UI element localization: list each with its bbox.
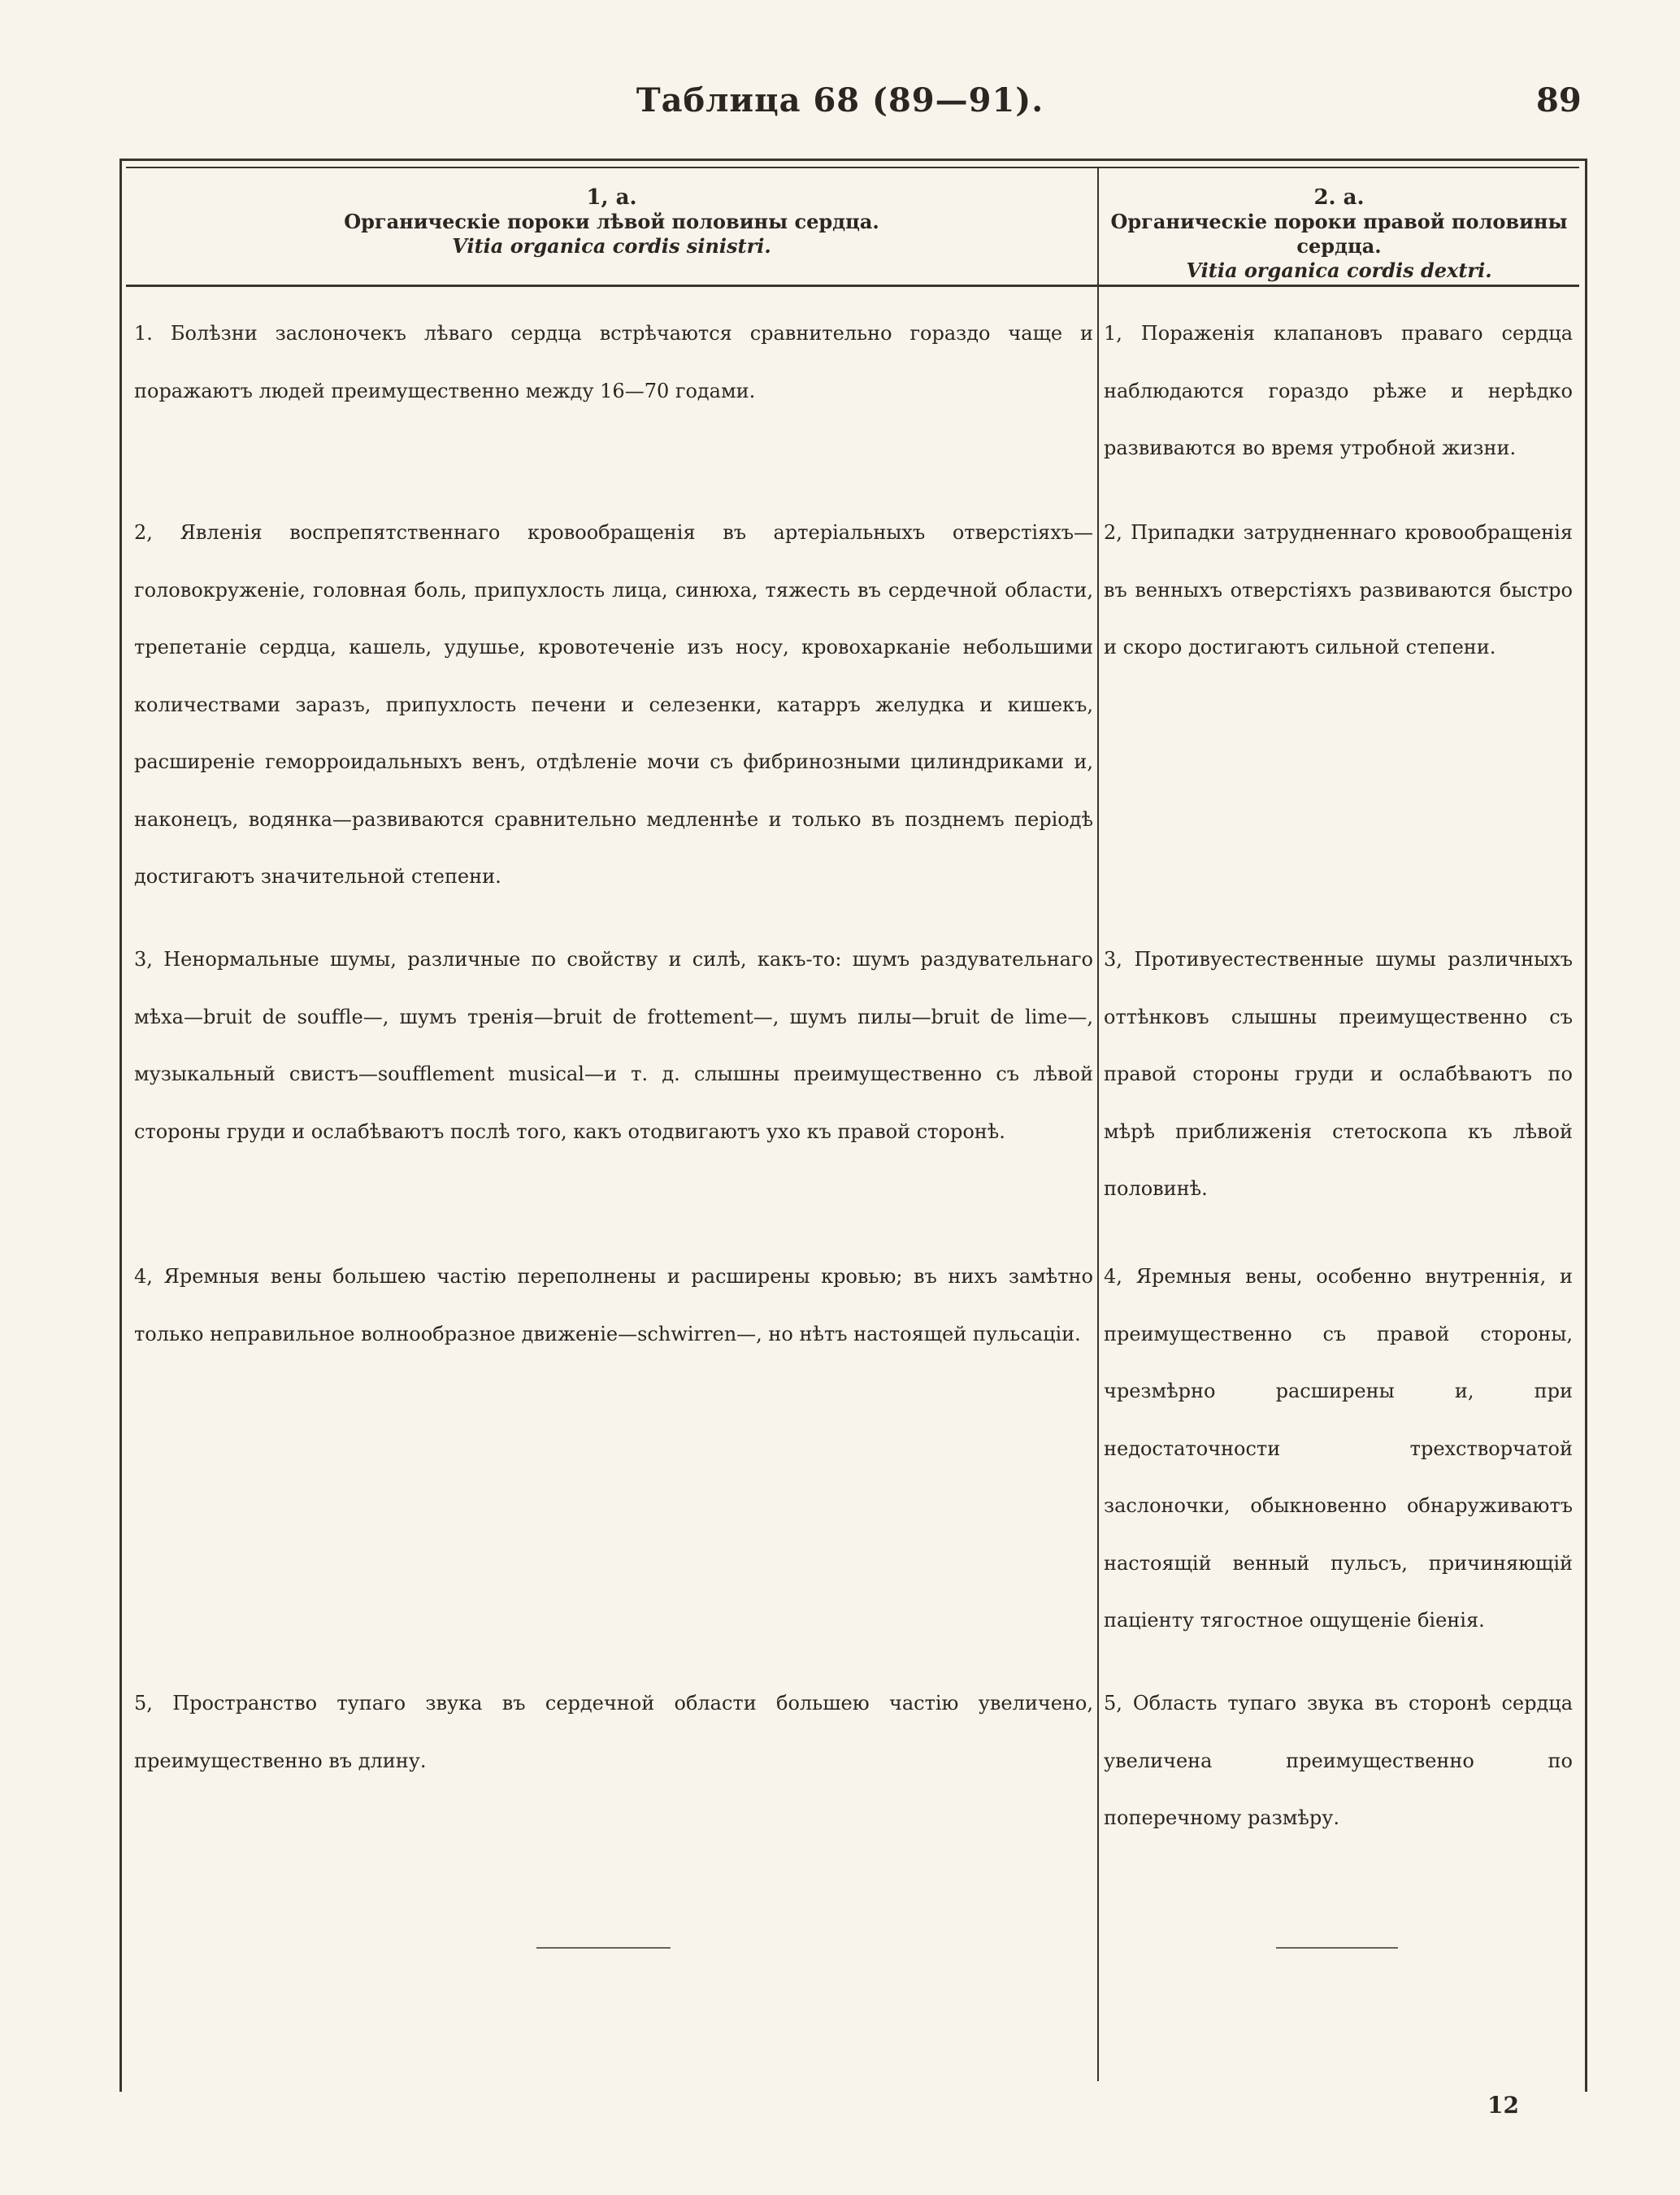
table-inner-top-rule [126, 167, 1579, 168]
column-header-left [130, 185, 1093, 259]
column-latin-title-left: Vitia organica cordis sinistri. [452, 234, 771, 258]
right-entry-1: 1, Пораженія клапановъ праваго сердца наблюдаются гораздо рѣже и нерѣдко развиваются во время утробной жизни. [1104, 322, 1573, 459]
left-entry-3: 3, Ненормальные шумы, различные по свойству и силѣ, какъ-то: шумъ раздувательнаго мѣха—bruit de souffle—, шумъ тренія—bruit de frottement—, шумъ пилы—bruit de lime—, музыкальный свистъ—soufflement musical—и т. д. слышны преимущественно съ лѣвой стороны груди и ослабѣваютъ послѣ того, какъ отодвигаютъ ухо къ правой сторонѣ. [134, 948, 1093, 1143]
page-title: Таблица 68 (89—91). [636, 81, 1044, 120]
page-number: 89 [1536, 81, 1582, 120]
right-entry-2: 2, Припадки затрудненнаго кровообращенія въ венныхъ отверстіяхъ развиваются быстро и скоро достигаютъ сильной степени. [1104, 521, 1573, 658]
sheet-mark: 12 [1487, 2092, 1519, 2119]
column-divider [1097, 167, 1099, 2081]
end-rule-left [536, 1947, 671, 1949]
left-entry-2: 2, Явленія воспрепятственнаго кровообращенія въ артеріальныхъ отверстіяхъ—головокруженіе, головная боль, припухлость лица, синюха, тяжесть въ сердечной области, трепетаніе сердца, кашель, удушье, кровотеченіе изъ носу, кровохарканіе небольшими количествами заразъ, припухлость печени и селезенки, катарръ желудка и кишекъ, расширеніе геморроидальныхъ венъ, отдѣленіе мочи съ фибринозными цилиндриками и, наконецъ, водянка—развиваются сравнительно медленнѣе и только въ позднемъ періодѣ достигаютъ значительной степени. [134, 521, 1093, 888]
column-title-right: Органическіе пороки правой половины сердца. [1110, 210, 1568, 258]
column-number-left: 1, а. [586, 185, 637, 210]
right-entry-4: 4, Яремныя вены, особенно внутреннія, и преимущественно съ правой стороны, чрезмѣрно расширены и, при недостаточности трехстворчатой заслоночки, обыкновенно обнаруживаютъ настоящій венный пульсъ, причиняющій паціенту тягостное ощущеніе біенія. [1104, 1265, 1573, 1632]
column-number-right: 2. а. [1313, 185, 1365, 210]
right-entry-5: 5, Область тупаго звука въ сторонѣ сердца увеличена преимущественно по поперечному размѣру. [1104, 1692, 1573, 1829]
column-latin-title-right: Vitia organica cordis dextri. [1186, 259, 1492, 282]
left-entry-5: 5, Пространство тупаго звука въ сердечной области большею частію увеличено, преимущественно въ длину. [134, 1692, 1093, 1772]
header-rule [126, 285, 1579, 287]
column-header-right [1101, 185, 1577, 283]
end-rule-right [1276, 1947, 1398, 1949]
column-title-left: Органическіе пороки лѣвой половины сердца. [344, 210, 879, 233]
right-entry-3: 3, Противуестественные шумы различныхъ оттѣнковъ слышны преимущественно съ правой стороны груди и ослабѣваютъ по мѣрѣ приближенія стетоскопа къ лѣвой половинѣ. [1104, 948, 1573, 1200]
left-entry-1: 1. Болѣзни заслоночекъ лѣваго сердца встрѣчаются сравнительно гораздо чаще и поражаютъ людей преимущественно между 16—70 годами. [134, 322, 1093, 402]
left-entry-4: 4, Яремныя вены большею частію переполнены и расширены кровью; въ нихъ замѣтно только неправильное волнообразное движеніе—schwirren—, но нѣтъ настоящей пульсаціи. [134, 1265, 1093, 1345]
